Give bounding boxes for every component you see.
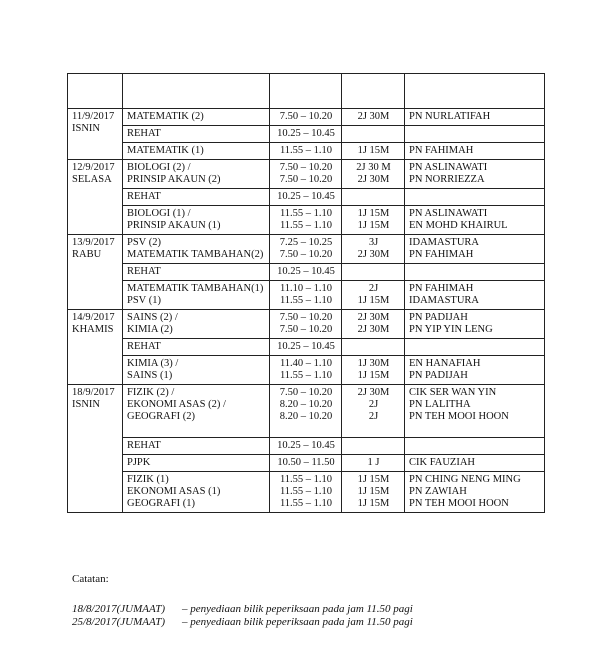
subject-cell [123,339,270,356]
time-cell-line: 7.50 – 10.20 [279,387,333,398]
teacher-cell [405,264,545,281]
time-cell-line: 11.55 – 1.10 [279,295,333,306]
notes-label: Catatan: [72,573,109,585]
time-cell-line: 10.25 – 10.45 [277,128,335,139]
duration-cell [342,281,405,310]
time-cell [270,126,342,143]
subject-cell [123,206,270,235]
table-row [68,235,545,264]
date-cell [68,235,123,310]
exam-day: KHAMIS [72,324,114,335]
time-cell-line: 11.55 – 1.10 [279,208,333,219]
subject-cell-line: KIMIA (2) [127,324,173,335]
time-cell-line: 10.50 – 11.50 [277,457,335,468]
subject-cell-line: MATEMATIK (1) [127,145,204,156]
subject-cell-line: MATEMATIK TAMBAHAN(2) [127,249,264,260]
teacher-cell-line: PN YIP YIN LENG [409,324,493,335]
exam-day: RABU [72,249,102,260]
duration-cell-line: 1J 15M [357,486,390,497]
subject-cell [123,472,270,513]
subject-cell [123,160,270,189]
exam-day: ISNIN [72,123,100,134]
exam-schedule-table [67,73,545,513]
duration-cell-line: 2J 30M [357,111,390,122]
subject-cell-line: BIOLOGI (2) / [127,162,191,173]
time-cell [270,281,342,310]
teacher-cell-line: PN NORRIEZZA [409,174,485,185]
duration-cell-line: 3J [368,237,379,248]
time-cell [270,356,342,385]
subject-cell-line: FIZIK (1) [127,474,169,485]
duration-cell [342,385,405,438]
time-cell [270,455,342,472]
subject-cell [123,189,270,206]
time-cell [270,206,342,235]
table-row [68,126,545,143]
duration-cell [342,160,405,189]
teacher-cell-line: PN TEH MOOI HOON [409,411,509,422]
note-text: – penyediaan bilik peperiksaan pada jam 11.50 pagi [182,603,413,615]
subject-cell [123,235,270,264]
subject-cell-line: PRINSIP AKAUN (1) [127,220,221,231]
duration-cell-line: 2J 30M [357,387,390,398]
time-cell-line: 11.40 – 1.10 [279,358,333,369]
subject-cell-line: PRINSIP AKAUN (2) [127,174,221,185]
subject-cell-line: EKONOMI ASAS (2) / [127,399,226,410]
duration-cell-line: 1J 15M [357,474,390,485]
table-row [68,189,545,206]
teacher-cell-line: PN LALITHA [409,399,471,410]
teacher-cell [405,143,545,160]
time-cell-line: 11.10 – 1.10 [279,283,333,294]
table-row [68,356,545,385]
subject-cell [123,281,270,310]
subject-cell-line: PSV (2) [127,237,161,248]
time-cell-line: 10.25 – 10.45 [277,341,335,352]
subject-cell-line: MATEMATIK (2) [127,111,204,122]
teacher-cell-line: EN HANAFIAH [409,358,481,369]
time-cell-line: 10.25 – 10.45 [277,440,335,451]
table-row [68,264,545,281]
time-cell [270,385,342,438]
time-cell-line: 11.55 – 1.10 [279,486,333,497]
duration-cell-line: 1J 15M [357,370,390,381]
header-row [68,74,545,109]
time-cell-line: 7.50 – 10.20 [279,111,333,122]
duration-cell [342,438,405,455]
teacher-cell-line: PN PADIJAH [409,312,468,323]
teacher-cell-line: PN PADIJAH [409,370,468,381]
teacher-cell-line: IDAMASTURA [409,295,480,306]
duration-cell-line: 1 J [367,457,380,468]
subject-cell [123,385,270,438]
subject-cell-line: SAINS (2) / [127,312,178,323]
teacher-cell [405,455,545,472]
teacher-cell [405,472,545,513]
time-cell [270,143,342,160]
header-cell-duration [342,74,405,109]
subject-cell [123,438,270,455]
teacher-cell-line: EN MOHD KHAIRUL [409,220,508,231]
time-cell-line: 7.50 – 10.20 [279,174,333,185]
teacher-cell-line: PN ASLINAWATI [409,208,488,219]
date-cell [68,310,123,385]
exam-date: 11/9/2017 [72,111,115,122]
table-row [68,109,545,126]
exam-day: ISNIN [72,399,100,410]
table-row [68,455,545,472]
date-cell [68,385,123,513]
subject-cell-line: EKONOMI ASAS (1) [127,486,221,497]
duration-cell [342,143,405,160]
note-date: 18/8/2017(JUMAAT) [72,603,166,615]
time-cell-line: 11.55 – 1.10 [279,220,333,231]
subject-cell-line: KIMIA (3) / [127,358,179,369]
time-cell [270,189,342,206]
time-cell-line: 10.25 – 10.45 [277,191,335,202]
subject-cell [123,109,270,126]
teacher-cell-line: PN CHING NENG MING [409,474,521,485]
time-cell [270,235,342,264]
teacher-cell [405,310,545,339]
note-item [72,616,413,629]
duration-cell [342,189,405,206]
teacher-cell-line: IDAMASTURA [409,237,480,248]
note-date: 25/8/2017(JUMAAT) [72,616,166,628]
table-row [68,160,545,189]
date-cell [68,109,123,160]
time-cell-line: 11.55 – 1.10 [279,145,333,156]
duration-cell [342,126,405,143]
table-row [68,339,545,356]
time-cell [270,109,342,126]
teacher-cell [405,356,545,385]
teacher-cell-line: CIK SER WAN YIN [409,387,497,398]
teacher-cell [405,281,545,310]
subject-cell-line: REHAT [127,266,161,277]
note-text: – penyediaan bilik peperiksaan pada jam 11.50 pagi [182,616,413,628]
exam-date: 12/9/2017 [72,162,115,173]
subject-cell-line: PJPK [127,457,151,468]
teacher-cell-line: PN ASLINAWATI [409,162,488,173]
time-cell-line: 7.50 – 10.20 [279,249,333,260]
duration-cell-line: 1J 15M [357,498,390,509]
duration-cell [342,264,405,281]
time-cell-line: 7.50 – 10.20 [279,162,333,173]
duration-cell [342,455,405,472]
table-row [68,438,545,455]
duration-cell-line: 2J [368,411,379,422]
teacher-cell-line: PN FAHIMAH [409,283,474,294]
subject-cell [123,455,270,472]
duration-cell-line: 2J 30 M [356,162,391,173]
teacher-cell-line: PN TEH MOOI HOON [409,498,509,509]
duration-cell-line: 2J 30M [357,324,390,335]
table-row [68,472,545,513]
subject-cell-line: REHAT [127,440,161,451]
time-cell-line: 11.55 – 1.10 [279,474,333,485]
table-row [68,143,545,160]
subject-cell-line: GEOGRAFI (2) [127,411,195,422]
teacher-cell-line: PN FAHIMAH [409,249,474,260]
teacher-cell [405,339,545,356]
teacher-cell [405,385,545,438]
time-cell-line: 7.50 – 10.20 [279,324,333,335]
teacher-cell-line: CIK FAUZIAH [409,457,476,468]
teacher-cell [405,126,545,143]
duration-cell [342,339,405,356]
time-cell [270,264,342,281]
duration-cell [342,109,405,126]
date-cell [68,160,123,235]
teacher-cell [405,206,545,235]
subject-cell-line: SAINS (1) [127,370,173,381]
time-cell-line: 7.25 – 10.25 [279,237,333,248]
time-cell-line: 7.50 – 10.20 [279,312,333,323]
teacher-cell [405,189,545,206]
notes-section [72,573,413,629]
time-cell [270,438,342,455]
exam-date: 14/9/2017 [72,312,115,323]
exam-day: SELASA [72,174,112,185]
teacher-cell [405,109,545,126]
time-cell [270,310,342,339]
duration-cell-line: 2J 30M [357,249,390,260]
exam-date: 13/9/2017 [72,237,115,248]
time-cell [270,472,342,513]
duration-cell-line: 1J 15M [357,208,390,219]
subject-cell [123,356,270,385]
time-cell-line: 8.20 – 10.20 [279,411,333,422]
duration-cell-line: 2J [368,399,379,410]
teacher-cell [405,160,545,189]
duration-cell [342,356,405,385]
subject-cell-line: FIZIK (2) / [127,387,175,398]
subject-cell-line: REHAT [127,191,161,202]
subject-cell [123,264,270,281]
table-row [68,206,545,235]
subject-cell-line: MATEMATIK TAMBAHAN(1) [127,283,264,294]
table-row [68,385,545,438]
duration-cell [342,310,405,339]
header-cell-date [68,74,123,109]
teacher-cell-line: PN ZAWIAH [409,486,467,497]
table-row [68,281,545,310]
header-cell-subject [123,74,270,109]
subject-cell-line: PSV (1) [127,295,161,306]
duration-cell-line: 2J [368,283,379,294]
time-cell-line: 11.55 – 1.10 [279,370,333,381]
time-cell [270,160,342,189]
duration-cell-line: 2J 30M [357,312,390,323]
time-cell [270,339,342,356]
duration-cell-line: 1J 15M [357,295,390,306]
exam-date: 18/9/2017 [72,387,115,398]
subject-cell [123,143,270,160]
teacher-cell-line: PN NURLATIFAH [409,111,491,122]
header-cell-teacher [405,74,545,109]
teacher-cell [405,235,545,264]
subject-cell [123,126,270,143]
subject-cell [123,310,270,339]
time-cell-line: 10.25 – 10.45 [277,266,335,277]
table-row [68,310,545,339]
duration-cell [342,472,405,513]
duration-cell-line: 2J 30M [357,174,390,185]
teacher-cell [405,438,545,455]
time-cell-line: 11.55 – 1.10 [279,498,333,509]
subject-cell-line: GEOGRAFI (1) [127,498,195,509]
duration-cell [342,206,405,235]
duration-cell [342,235,405,264]
teacher-cell-line: PN FAHIMAH [409,145,474,156]
subject-cell-line: REHAT [127,341,161,352]
duration-cell-line: 1J 15M [357,220,390,231]
header-cell-time [270,74,342,109]
subject-cell-line: REHAT [127,128,161,139]
note-item [72,603,413,616]
duration-cell-line: 1J 15M [357,145,390,156]
duration-cell-line: 1J 30M [357,358,390,369]
time-cell-line: 8.20 – 10.20 [279,399,333,410]
schedule-body [68,74,545,513]
subject-cell-line: BIOLOGI (1) / [127,208,191,219]
